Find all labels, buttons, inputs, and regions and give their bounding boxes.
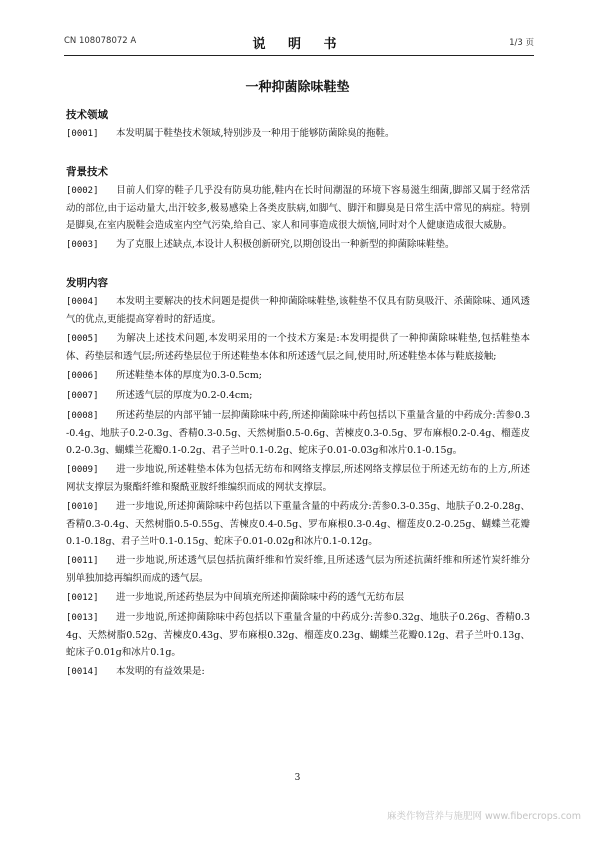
paragraph-text: 本发明属于鞋垫技术领域,特别涉及一种用于能够防菌除臭的拖鞋。 <box>116 128 395 139</box>
page-number: 3 <box>294 773 301 783</box>
paragraph-number: [0004] <box>66 297 99 307</box>
section-heading: 发明内容 <box>66 277 108 289</box>
paragraph-text: 进一步地说,所述药垫层为中间填充所述抑菌除味中药的透气无纺布层 <box>116 592 405 603</box>
paragraph-text: 为了克服上述缺点,本设计人积极创新研究,以期创设出一种新型的抑菌除味鞋垫。 <box>116 239 455 250</box>
document-title: 一种抑菌除味鞋垫 <box>245 80 350 95</box>
paragraph <box>66 330 530 365</box>
paragraph-number: [0011] <box>66 556 99 566</box>
paragraph <box>66 663 530 681</box>
paragraph-number: [0009] <box>66 465 99 475</box>
paragraph <box>66 589 530 607</box>
paragraph-number: [0013] <box>66 613 99 623</box>
paragraph-text: 所述鞋垫本体的厚度为0.3-0.5cm; <box>116 370 262 381</box>
paragraph-number: [0003] <box>66 240 99 250</box>
paragraph <box>66 236 530 254</box>
paragraph-number: [0001] <box>66 129 99 139</box>
paragraph <box>66 461 530 496</box>
page-indicator: 1/3 页 <box>509 38 534 48</box>
document-header <box>64 33 534 52</box>
paragraph-number: [0006] <box>66 371 99 381</box>
paragraph <box>66 609 530 661</box>
paragraph-text: 本发明的有益效果是: <box>116 666 205 677</box>
patent-number: CN 108078072 A <box>64 36 137 46</box>
paragraph-number: [0014] <box>66 667 99 677</box>
document-body <box>66 108 530 683</box>
paragraph-text: 目前人们穿的鞋子几乎没有防臭功能,鞋内在长时间潮湿的环境下容易滋生细菌,脚部又属于经常活动的部位,由于运动量大,出汗较多,极易感染上各类皮肤病,如脚气、脚汗和脚臭是日常生活中常见的病症。特别是脚臭,在室内脱鞋会造成室内空气污染,给自己、家人和同事造成很大烦恼,同时对个人健康造成很大威胁。 <box>66 185 530 231</box>
paragraph <box>66 182 530 234</box>
paragraph <box>66 125 530 143</box>
paragraph <box>66 367 530 385</box>
paragraph-text: 进一步地说,所述抑菌除味中药包括以下重量含量的中药成分:苦参0.32g、地肤子0.26g、香精0.34g、天然树脂0.52g、苦楝皮0.43g、罗布麻根0.32g、榴莲皮0.23g、蝴蝶兰花瓣0.12g、君子兰叶0.13g、蛇床子0.01g和冰片0.1g。 <box>66 612 530 658</box>
paragraph-number: [0008] <box>66 411 99 421</box>
paragraph-number: [0005] <box>66 334 99 344</box>
paragraph-text: 为解决上述技术问题,本发明采用的一个技术方案是:本发明提供了一种抑菌除味鞋垫,包括鞋垫本体、药垫层和透气层;所述药垫层位于所述鞋垫本体和所述透气层之间,使用时,所述鞋垫本体与鞋底接触; <box>66 333 530 362</box>
paragraph-text: 本发明主要解决的技术问题是提供一种抑菌除味鞋垫,该鞋垫不仅具有防臭吸汗、杀菌除味、通风透气的优点,更能提高穿着时的舒适度。 <box>66 296 530 325</box>
paragraph-text: 进一步地说,所述鞋垫本体为包括无纺布和网络支撑层,所述网络支撑层位于所述无纺布的上方,所述网状支撑层为聚酯纤维和聚酰亚胺纤维编织而成的网状支撑层。 <box>66 464 530 493</box>
section-heading: 背景技术 <box>66 166 108 178</box>
paragraph-text: 进一步地说,所述透气层包括抗菌纤维和竹炭纤维,且所述透气层为所述抗菌纤维和所述竹炭纤维分别单独加捻再编织而成的透气层。 <box>66 555 530 584</box>
paragraph-number: [0007] <box>66 391 99 401</box>
paragraph <box>66 293 530 328</box>
paragraph <box>66 552 530 587</box>
paragraph-text: 进一步地说,所述抑菌除味中药包括以下重量含量的中药成分:苦参0.3-0.35g、地肤子0.2-0.28g、香精0.3-0.4g、天然树脂0.5-0.55g、苦楝皮0.4-0.5g、罗布麻根0.3-0.4g、榴莲皮0.2-0.25g、蝴蝶兰花瓣0.1-0.18g、君子兰叶0.1-0.15g、蛇床子0.01-0.02g和冰片0.1-0.12g。 <box>66 501 530 547</box>
watermark: 麻类作物营养与施肥网 www.fibercrops.com <box>386 811 581 822</box>
header-rule <box>64 55 534 56</box>
paragraph <box>66 407 530 459</box>
paragraph-number: [0012] <box>66 593 99 603</box>
paragraph-text: 所述透气层的厚度为0.2-0.4cm; <box>116 390 253 401</box>
paragraph <box>66 498 530 550</box>
paragraph-number: [0010] <box>66 502 99 512</box>
paragraph <box>66 387 530 405</box>
section-heading: 技术领域 <box>66 109 108 121</box>
paragraph-text: 所述药垫层的内部平铺一层抑菌除味中药,所述抑菌除味中药包括以下重量含量的中药成分:苦参0.3-0.4g、地肤子0.2-0.3g、香精0.3-0.5g、天然树脂0.5-0.6g、苦楝皮0.3-0.5g、罗布麻根0.2-0.4g、榴莲皮0.2-0.3g、蝴蝶兰花瓣0.1-0.2g、君子兰叶0.1-0.2g、蛇床子0.01-0.03g和冰片0.1-0.15g。 <box>66 410 530 456</box>
document-type: 说 明 书 <box>252 37 346 52</box>
paragraph-number: [0002] <box>66 186 99 196</box>
